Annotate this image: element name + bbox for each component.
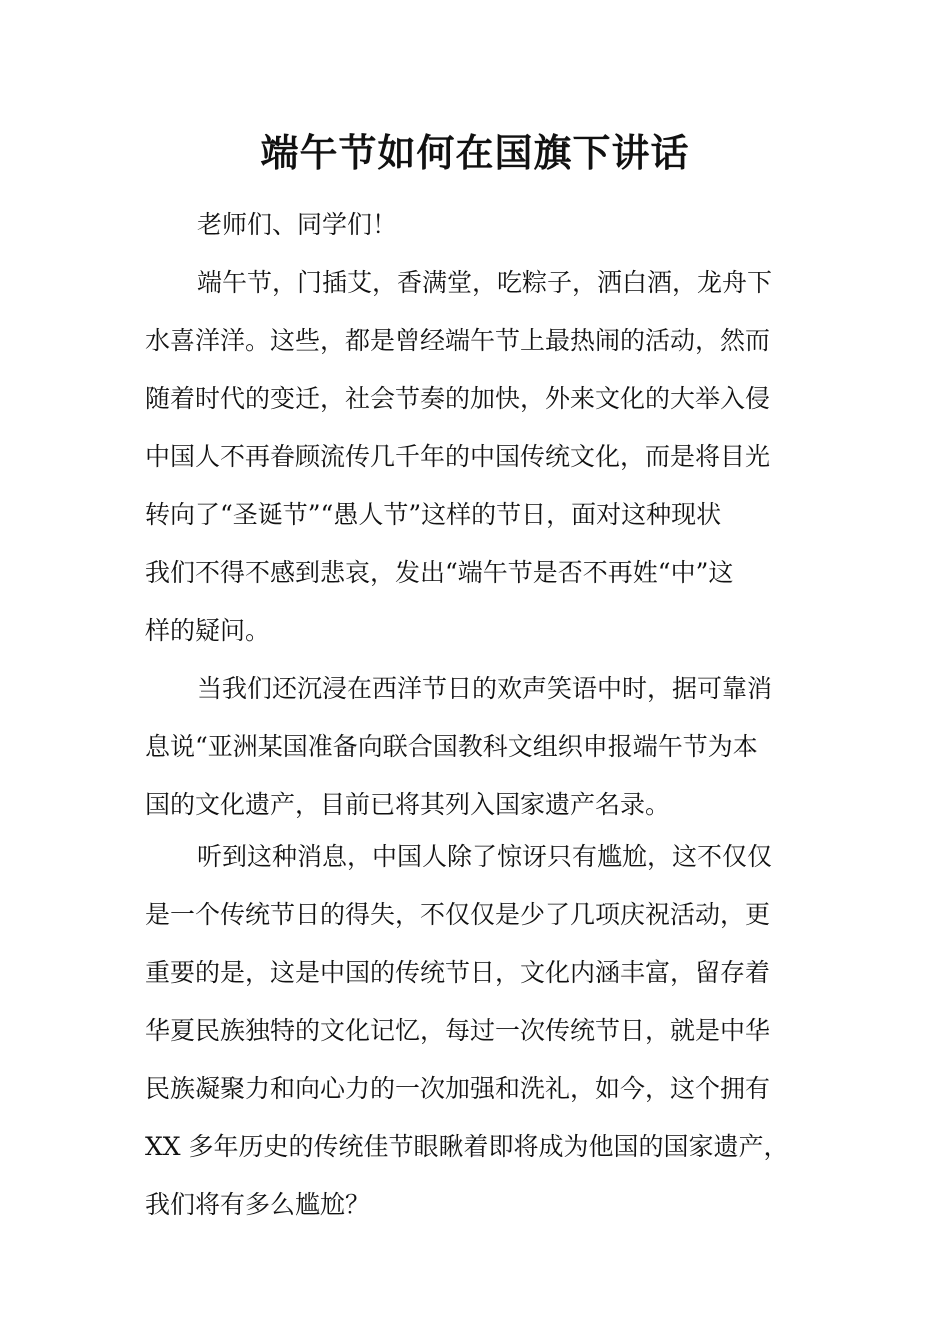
document-title: 端午节如何在国旗下讲话 [260, 130, 690, 175]
paragraph-1 [145, 254, 810, 660]
paragraph-line: 听到这种消息，中国人除了惊讶只有尴尬，这不仅仅 [197, 842, 773, 871]
paragraph-2 [145, 660, 810, 834]
paragraph-line: 随着时代的变迁，社会节奏的加快，外来文化的大举入侵 [145, 384, 771, 413]
paragraph-line: 国的文化遗产，目前已将其列入国家遗产名录。 [145, 790, 671, 819]
paragraph-line: 样的疑问。 [145, 616, 271, 645]
paragraph-line: 我们不得不感到悲哀，发出“端午节是否不再姓“中”这 [145, 558, 734, 587]
paragraph-line: 水喜洋洋。这些，都是曾经端午节上最热闹的活动，然而 [145, 326, 771, 355]
paragraph-3 [145, 828, 810, 1234]
paragraph-line: 重要的是，这是中国的传统节日，文化内涵丰富，留存着 [145, 958, 771, 987]
paragraph-line: 当我们还沉浸在西洋节日的欢声笑语中时，据可靠消 [197, 674, 773, 703]
paragraph-line: 端午节，门插艾，香满堂，吃粽子，洒白酒，龙舟下 [197, 268, 773, 297]
greeting [145, 196, 810, 254]
paragraph-line: 华夏民族独特的文化记忆，每过一次传统节日，就是中华 [145, 1016, 771, 1045]
paragraph-line: 民族凝聚力和向心力的一次加强和洗礼，如今，这个拥有 [145, 1074, 771, 1103]
paragraph-line: 中国人不再眷顾流传几千年的中国传统文化，而是将目光 [145, 442, 771, 471]
paragraph-line: 转向了“圣诞节”“愚人节”这样的节日，面对这种现状 [145, 500, 722, 529]
paragraph-line: 是一个传统节日的得失，不仅仅是少了几项庆祝活动，更 [145, 900, 771, 929]
greeting-line: 老师们、同学们！ [197, 210, 398, 239]
paragraph-line: 我们将有多么尴尬？ [145, 1190, 371, 1219]
paragraph-line: 息说“亚洲某国准备向联合国教科文组织申报端午节为本 [145, 732, 758, 761]
paragraph-line: XX 多年历史的传统佳节眼瞅着即将成为他国的国家遗产， [145, 1132, 789, 1161]
